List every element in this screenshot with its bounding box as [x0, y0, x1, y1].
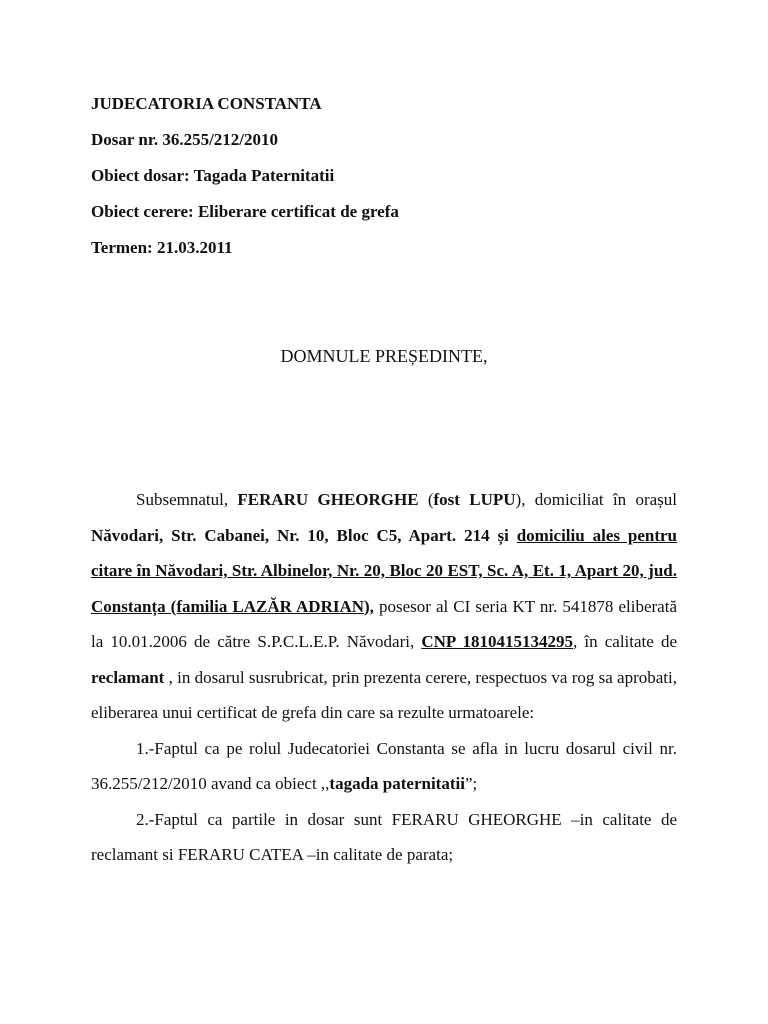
home-address: Năvodari, Str. Cabanei, Nr. 10, Bloc C5, Apart. 214 și [91, 525, 509, 545]
file-number: Dosar nr. 36.255/212/2010 [91, 130, 279, 149]
salutation: DOMNULE PREȘEDINTE, [280, 346, 488, 366]
list-item [91, 731, 677, 802]
list-item [91, 802, 677, 873]
applicant-name: FERARU GHEORGHE [237, 490, 419, 509]
former-name: fost LUPU [433, 490, 516, 509]
request-object: Obiect cerere: Eliberare certificat de grefa [91, 202, 399, 221]
court-name: JUDECATORIA CONSTANTA [91, 94, 322, 113]
procedural-role: reclamant [91, 667, 165, 687]
request-body [91, 482, 677, 873]
service-address: domiciliu ales pentru citare în Năvodari, Str. Albinelor, Nr. 20, Bloc 20 EST, Sc. A, Et. 1, Apart 20, jud. Constanța (familia LAZĂR ADRIAN), [91, 525, 677, 616]
case-header [91, 92, 399, 272]
personal-id-number: CNP 1810415134295 [421, 632, 573, 651]
item-text: ”; [464, 774, 478, 793]
hearing-date: Termen: 21.03.2011 [91, 238, 233, 257]
intro-paragraph [91, 482, 677, 731]
intro-text: , in dosarul susrubricat, prin prezenta cerere, respectuos va rog sa aprobati, eliberarea unui certificat de grefa din care sa rezulte urmatoarele: [91, 667, 677, 722]
item-text: 2.-Faptul ca partile in dosar sunt FERARU GHEORGHE –in calitate de reclamant si FERARU CATEA –in calitate de parata; [91, 809, 677, 864]
intro-text: ), domiciliat în orașul [515, 490, 677, 509]
intro-text: posesor al CI seria KT nr. 541878 eliberată la 10.01.2006 de către S.P.C.L.E.P. Năvodari, [91, 596, 677, 651]
item-text: 1.-Faptul ca pe rolul Judecatoriei Constanta se afla in lucru dosarul civil nr. 36.255/212/2010 avand ca obiect ,, [91, 738, 677, 793]
intro-text: Subsemnatul, [136, 490, 238, 509]
case-object: tagada paternitatii [329, 774, 465, 793]
intro-text: , în calitate de [573, 632, 678, 651]
intro-text [509, 526, 517, 545]
intro-text: ( [418, 490, 434, 509]
file-object: Obiect dosar: Tagada Paternitatii [91, 166, 335, 185]
